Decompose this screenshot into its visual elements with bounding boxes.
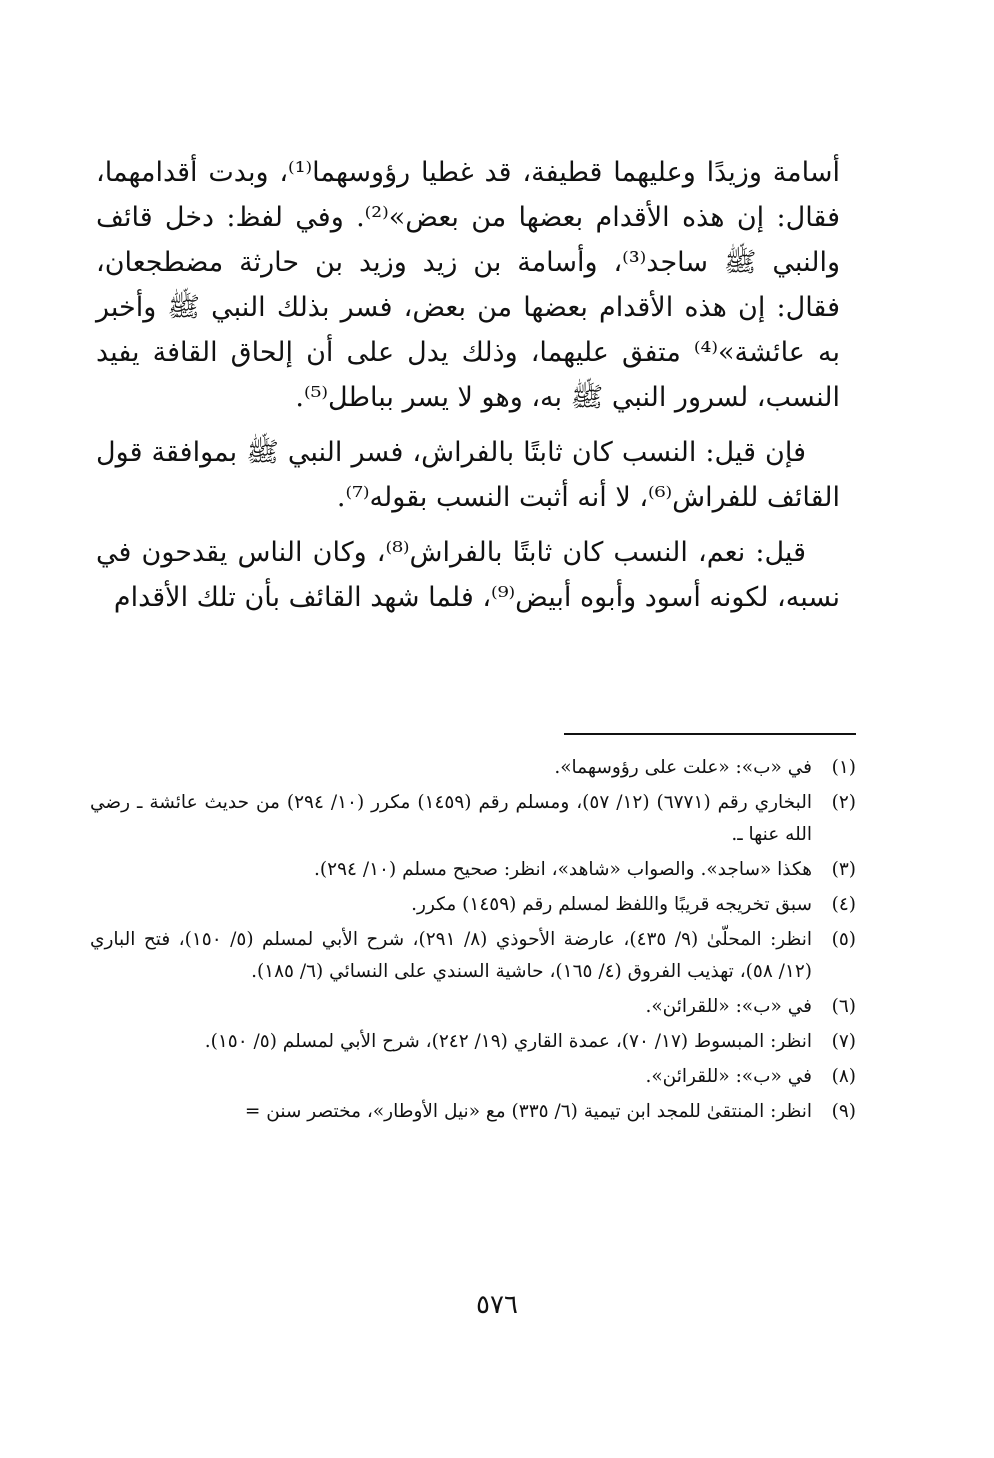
footnote-1	[90, 752, 856, 784]
footnote-3	[90, 854, 856, 886]
footnote-number: (٩)	[831, 1101, 856, 1122]
footnote-number: (٦)	[831, 996, 856, 1017]
footnote-number: (١)	[831, 757, 856, 778]
footnote-9	[90, 1096, 856, 1128]
paragraph-3: قيل: نعم، النسب كان ثابتًا بالفراش⁽⁸⁾، وكان الناس يقدحون في نسبه، لكونه أسود وأبوه أبيض⁽⁹⁾، فلما شهد القائف بأن تلك الأقدام	[96, 537, 840, 613]
footnote-5	[90, 924, 856, 988]
footnote-text: سبق تخريجه قريبًا واللفظ لمسلم رقم (١٤٥٩) مكرر.	[411, 894, 812, 915]
footnote-4	[90, 889, 856, 921]
footnotes	[90, 752, 856, 1131]
footnote-6	[90, 991, 856, 1023]
footnote-separator	[564, 733, 856, 735]
footnote-number: (٥)	[831, 929, 856, 950]
footnote-2	[90, 787, 856, 851]
footnote-8	[90, 1061, 856, 1093]
footnote-number: (٤)	[831, 894, 856, 915]
footnote-text: انظر: المنتقىٰ للمجد ابن تيمية (٦/ ٣٣٥) مع «نيل الأوطار»، مختصر سنن =	[244, 1101, 812, 1122]
paragraph-1: أسامة وزيدًا وعليهما قطيفة، قد غطيا رؤوسهما⁽¹⁾، وبدت أقدامهما، فقال: إن هذه الأقدام بعضها من بعض»⁽²⁾. وفي لفظ: دخل قائف والنبي ﷺ ساجد⁽³⁾، وأسامة بن زيد وزيد بن حارثة مضطجعان، فقال: إن هذه الأقدام بعضها من بعض، فسر بذلك النبي ﷺ وأخبر به عائشة»⁽⁴⁾ متفق عليهما، وذلك يدل على أن إلحاق القافة يفيد النسب، لسرور النبي ﷺ به، وهو لا يسر بباطل⁽⁵⁾.	[96, 157, 840, 413]
footnote-number: (٣)	[831, 859, 856, 880]
main-text	[96, 150, 840, 630]
page-number: ٥٧٦	[476, 1290, 518, 1320]
footnote-text: انظر: المبسوط (١٧/ ٧٠)، عمدة القاري (١٩/ ٢٤٢)، شرح الأبي لمسلم (٥/ ١٥٠).	[204, 1031, 812, 1052]
paragraph-2: فإن قيل: النسب كان ثابتًا بالفراش، فسر النبي ﷺ بموافقة قول القائف للفراش⁽⁶⁾، لا أنه أثبت النسب بقوله⁽⁷⁾.	[96, 437, 840, 513]
footnote-number: (٧)	[831, 1031, 856, 1052]
footnote-text: هكذا «ساجد». والصواب «شاهد»، انظر: صحيح مسلم (١٠/ ٢٩٤).	[314, 859, 812, 880]
footnote-text: البخاري رقم (٦٧٧١) (١٢/ ٥٧)، ومسلم رقم (١٤٥٩) مكرر (١٠/ ٢٩٤) من حديث عائشة ـ رضي الله عنها ـ.	[90, 792, 812, 845]
footnote-7	[90, 1026, 856, 1058]
footnote-text: في «ب»: «علت على رؤوسهما».	[554, 757, 812, 778]
footnote-number: (٢)	[831, 792, 856, 813]
footnote-number: (٨)	[831, 1066, 856, 1087]
footnote-text: في «ب»: «للقرائن».	[645, 996, 812, 1017]
footnote-text: في «ب»: «للقرائن».	[645, 1066, 812, 1087]
footnote-text: انظر: المحلّىٰ (٩/ ٤٣٥)، عارضة الأحوذي (٨/ ٢٩١)، شرح الأبي لمسلم (٥/ ١٥٠)، فتح الباري (١٢/ ٥٨)، تهذيب الفروق (٤/ ١٦٥)، حاشية السندي على النسائي (٦/ ١٨٥).	[90, 929, 812, 982]
